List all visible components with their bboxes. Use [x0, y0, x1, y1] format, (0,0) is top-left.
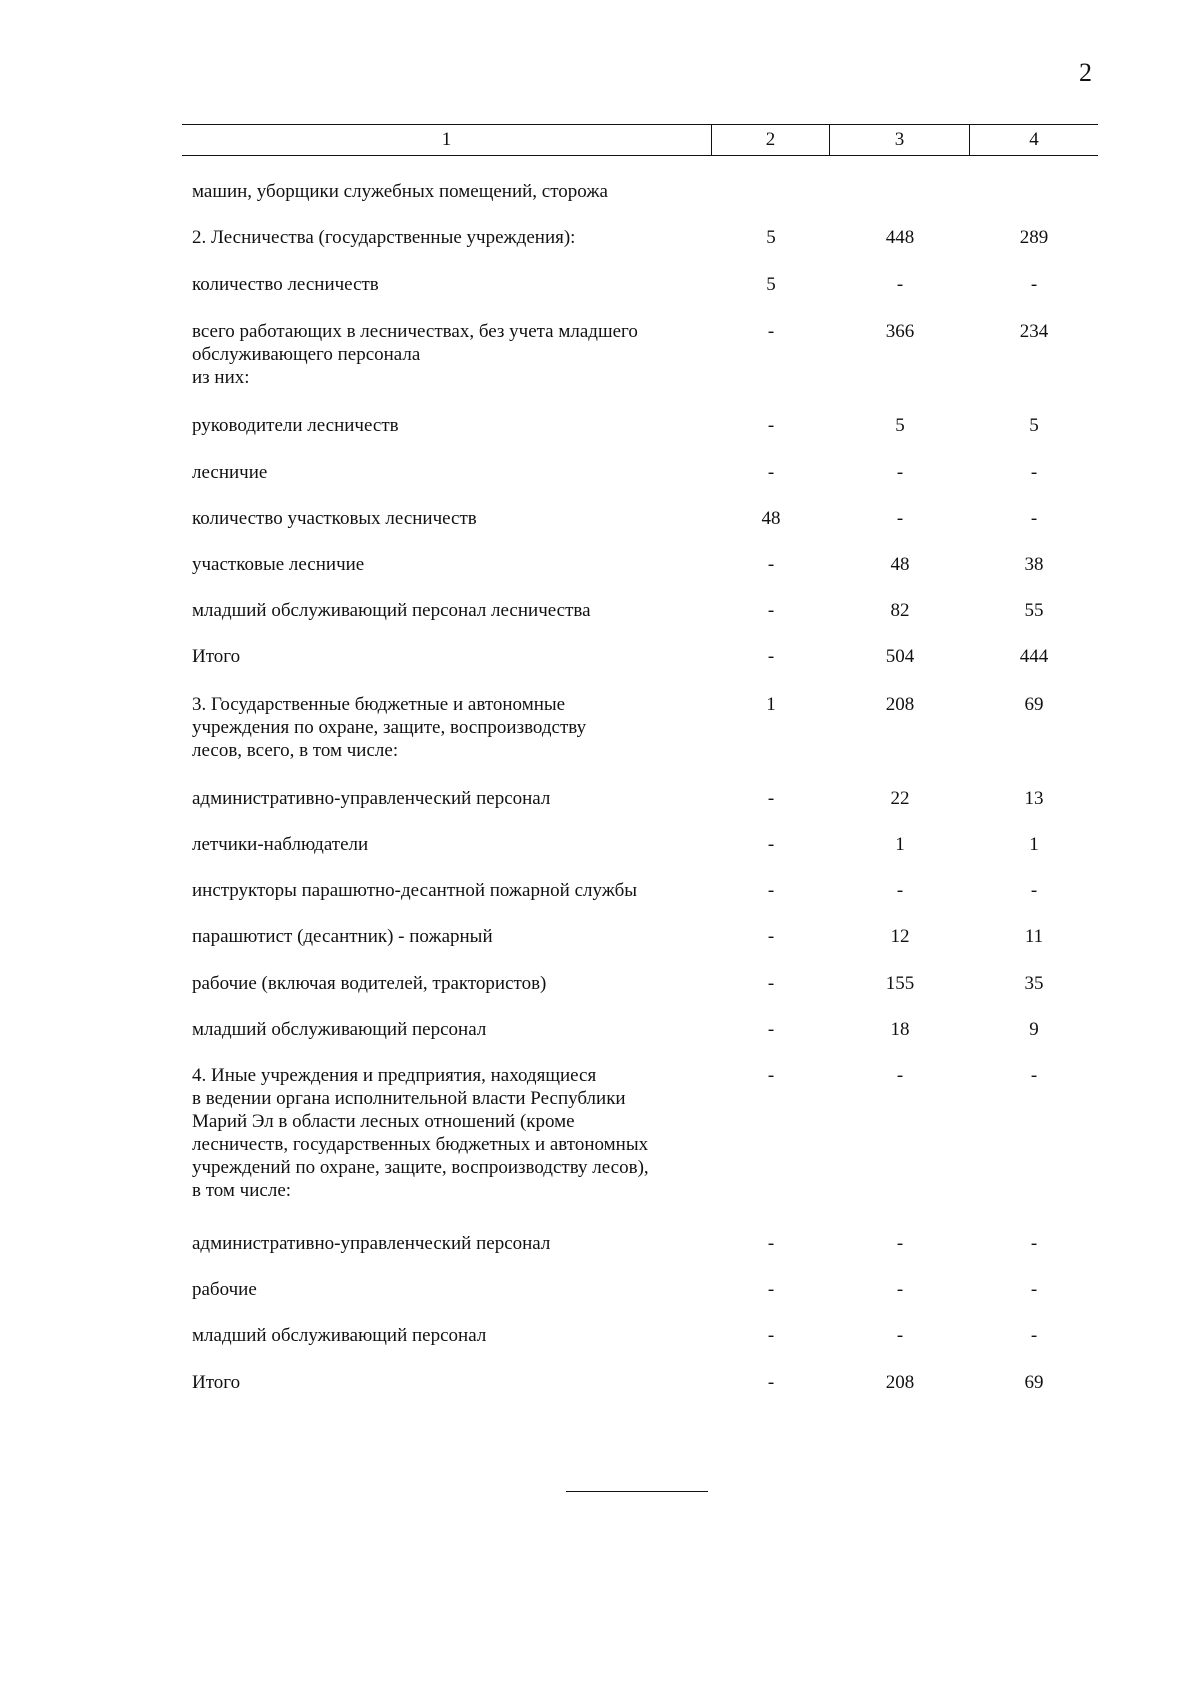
cell-col3: - [896, 1325, 904, 1346]
column-header-1: 1 [182, 125, 712, 155]
cell-col4: 69 [1024, 694, 1044, 715]
cell-col4: 55 [1024, 600, 1044, 621]
table-row [192, 925, 1098, 948]
row-label: Итого [192, 1372, 241, 1393]
column-header-4: 4 [1029, 129, 1039, 150]
table-row [192, 1371, 1098, 1394]
table-row [192, 1064, 1098, 1202]
cell-col2: - [767, 834, 775, 855]
cell-col2: - [767, 880, 775, 901]
row-label: инструкторы парашютно-десантной пожарной службы [192, 880, 638, 901]
row-label: младший обслуживающий персонал лесничества [192, 600, 591, 621]
table-row [192, 787, 1098, 810]
table-row [192, 461, 1098, 484]
cell-col3: 1 [895, 834, 905, 855]
cell-col2: - [767, 646, 775, 667]
row-label: Итого [192, 646, 241, 667]
table-row [192, 1232, 1098, 1255]
cell-col3: - [896, 462, 904, 483]
cell-col4: - [1030, 1279, 1038, 1300]
cell-col2: - [767, 600, 775, 621]
cell-col3: 155 [885, 973, 915, 994]
cell-col4: 69 [1024, 1372, 1044, 1393]
cell-col4: - [1030, 274, 1038, 295]
cell-col2: - [767, 321, 775, 342]
cell-col4: 38 [1024, 554, 1044, 575]
cell-col3: 208 [885, 1372, 915, 1393]
cell-col4: 13 [1024, 788, 1044, 809]
table-row [192, 226, 1098, 249]
cell-col4: 234 [1019, 321, 1049, 342]
cell-col3: - [896, 1065, 904, 1086]
cell-col2: 5 [766, 227, 776, 248]
table-row [192, 879, 1098, 902]
table-row [192, 414, 1098, 437]
row-label: количество лесничеств [192, 274, 379, 295]
table-row [192, 1324, 1098, 1347]
cell-col4: 1 [1029, 834, 1039, 855]
cell-col4: - [1030, 1233, 1038, 1254]
cell-col4: - [1030, 1065, 1038, 1086]
cell-col3: 82 [890, 600, 910, 621]
cell-col2: - [767, 1019, 775, 1040]
row-label: административно-управленческий персонал [192, 1233, 551, 1254]
cell-col3: - [896, 1233, 904, 1254]
table-row [192, 972, 1098, 995]
cell-col3: 22 [890, 788, 910, 809]
cell-col4: - [1030, 1325, 1038, 1346]
cell-col3: 5 [895, 415, 905, 436]
row-label: 2. Лесничества (государственные учреждения): [192, 227, 576, 248]
table-row [192, 553, 1098, 576]
cell-col2: - [767, 415, 775, 436]
table-row [192, 1278, 1098, 1301]
row-label: участковые лесничие [192, 554, 365, 575]
row-label: летчики-наблюдатели [192, 834, 369, 855]
cell-col2: - [767, 926, 775, 947]
row-label: машин, уборщики служебных помещений, сторожа [192, 181, 608, 202]
column-header-3: 3 [830, 125, 970, 155]
cell-col3: 366 [885, 321, 915, 342]
cell-col2: - [767, 973, 775, 994]
row-label: административно-управленческий персонал [192, 788, 551, 809]
cell-col4: 444 [1019, 646, 1049, 667]
cell-col3: - [896, 274, 904, 295]
cell-col4: - [1030, 880, 1038, 901]
cell-col2: 48 [761, 508, 781, 529]
row-label: рабочие (включая водителей, трактористов) [192, 973, 547, 994]
table-row [192, 599, 1098, 622]
cell-col4: 5 [1029, 415, 1039, 436]
cell-col2: - [767, 788, 775, 809]
cell-col2: - [767, 1279, 775, 1300]
page-number: 2 [1079, 58, 1092, 87]
table-row [192, 320, 1098, 389]
cell-col4: 11 [1024, 926, 1044, 947]
cell-col3: 504 [885, 646, 915, 667]
table-row [192, 273, 1098, 296]
row-label: младший обслуживающий персонал [192, 1325, 487, 1346]
cell-col4: 289 [1019, 227, 1049, 248]
cell-col3: - [896, 880, 904, 901]
cell-col3: 448 [885, 227, 915, 248]
cell-col3: 208 [885, 694, 915, 715]
table-row [192, 693, 1098, 762]
cell-col2: - [767, 462, 775, 483]
cell-col2: - [767, 554, 775, 575]
row-label: количество участковых лесничеств [192, 508, 477, 529]
row-label: 3. Государственные бюджетные и автономные учреждения по охране, защите, воспроизводству лесов, всего, в том числе: [192, 694, 587, 761]
cell-col3: 18 [890, 1019, 910, 1040]
cell-col3: - [896, 508, 904, 529]
cell-col2: - [767, 1065, 775, 1086]
cell-col3: - [896, 1279, 904, 1300]
table-row [192, 833, 1098, 856]
row-label: лесничие [192, 462, 268, 483]
cell-col2: - [767, 1325, 775, 1346]
cell-col4: 9 [1029, 1019, 1039, 1040]
cell-col3: 48 [890, 554, 910, 575]
cell-col4: - [1030, 462, 1038, 483]
cell-col2: - [767, 1372, 775, 1393]
row-label: руководители лесничеств [192, 415, 399, 436]
row-label: 4. Иные учреждения и предприятия, находящиеся в ведении органа исполнительной власти Республики Марий Эл в области лесных отношений (кроме лесничеств, государственных бюджетных и автономных учреждений по охране, защите, воспроизводству лесов), в том числе: [192, 1065, 649, 1201]
row-label: младший обслуживающий персонал [192, 1019, 487, 1040]
table-row [192, 645, 1098, 668]
table-row [192, 180, 1098, 203]
row-label: парашютист (десантник) - пожарный [192, 926, 493, 947]
cell-col2: - [767, 1233, 775, 1254]
cell-col4: 35 [1024, 973, 1044, 994]
cell-col4: - [1030, 508, 1038, 529]
column-header-2: 2 [712, 125, 830, 155]
cell-col3: 12 [890, 926, 910, 947]
cell-col2: 1 [766, 694, 776, 715]
row-label: всего работающих в лесничествах, без учета младшего обслуживающего персонала из них: [192, 321, 638, 388]
table-header [182, 124, 1098, 156]
table-row [192, 507, 1098, 530]
table-row [192, 1018, 1098, 1041]
end-of-document-rule [566, 1491, 708, 1492]
row-label: рабочие [192, 1279, 257, 1300]
cell-col2: 5 [766, 274, 776, 295]
